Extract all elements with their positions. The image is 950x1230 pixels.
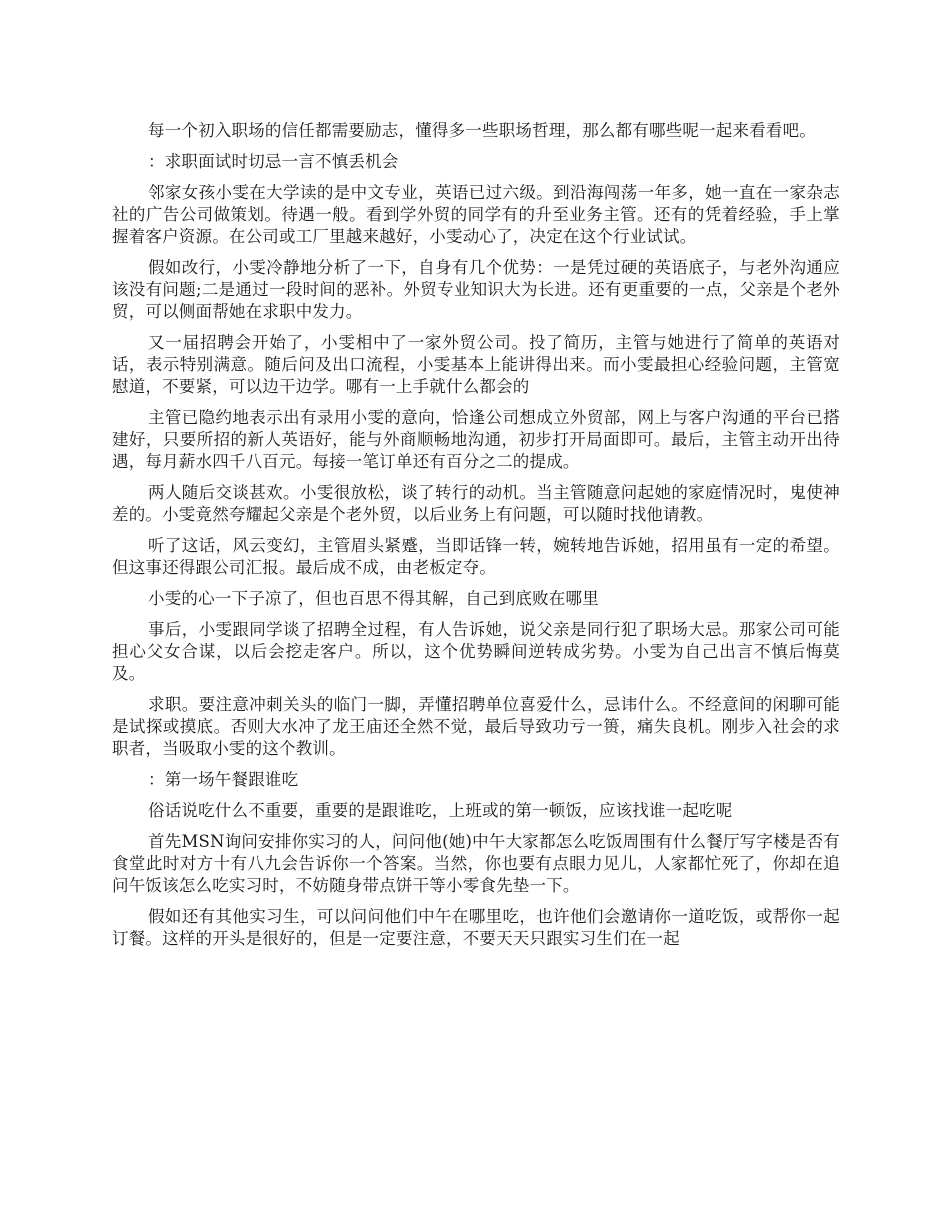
paragraph: 假如还有其他实习生，可以问问他们中午在哪里吃，也许他们会邀请你一道吃饭，或帮你一起订餐。这样的开头是很好的，但是一定要注意，不要天天只跟实习生们在一起 <box>112 907 840 948</box>
paragraph: 听了这话，风云变幻，主管眉头紧蹙，当即话锋一转，婉转地告诉她，招用虽有一定的希望。但这事还得跟公司汇报。最后成不成，由老板定夺。 <box>112 536 840 577</box>
paragraph: 两人随后交谈甚欢。小雯很放松，谈了转行的动机。当主管随意问起她的家庭情况时，鬼使神差的。小雯竟然夸耀起父亲是个老外贸，以后业务上有问题，可以随时找他请教。 <box>112 483 840 524</box>
paragraph: 小雯的心一下子凉了，但也百思不得其解，自己到底败在哪里 <box>148 589 599 608</box>
paragraph: 首先MSN询问安排你实习的人，问问他(她)中午大家都怎么吃饭周围有什么餐厅写字楼是否有食堂此时对方十有八九会告诉你一个答案。当然，你也要有点眼力见儿，人家都忙死了，你却在追问午饭该怎么吃实习时，不妨随身带点饼干等小零食先垫一下。 <box>112 832 840 895</box>
paragraph: 主管已隐约地表示出有录用小雯的意向，恰逢公司想成立外贸部，网上与客户沟通的平台已搭建好，只要所招的新人英语好，能与外商顺畅地沟通，初步打开局面即可。最后，主管主动开出待遇，每月薪水四千八百元。每接一笔订单还有百分之二的提成。 <box>112 408 840 471</box>
paragraph: 邻家女孩小雯在大学读的是中文专业，英语已过六级。到沿海闯荡一年多，她一直在一家杂志社的广告公司做策划。待遇一般。看到学外贸的同学有的升至业务主管。还有的凭着经验，手上掌握着客户资源。在公司或工厂里越来越好，小雯动心了，决定在这个行业试试。 <box>112 183 840 246</box>
paragraph: 俗话说吃什么不重要，重要的是跟谁吃，上班或的第一顿饭，应该找谁一起吃呢 <box>148 801 733 820</box>
paragraph: 事后，小雯跟同学谈了招聘全过程，有人告诉她，说父亲是同行犯了职场大忌。那家公司可能担心父女合谋，以后会挖走客户。所以，这个优势瞬间逆转成劣势。小雯为自己出言不慎后悔莫及。 <box>112 620 840 683</box>
section-heading-interview: ：求职面试时切忌一言不慎丢机会 <box>148 152 399 171</box>
paragraph: 假如改行，小雯冷静地分析了一下，自身有几个优势：一是凭过硬的英语底子，与老外沟通应该没有问题;二是通过一段时间的恶补。外贸专业知识大为长进。还有更重要的一点，父亲是个老外贸，可以侧面帮她在求职中发力。 <box>112 258 840 321</box>
section-heading-lunch: ：第一场午餐跟谁吃 <box>148 770 299 789</box>
intro-paragraph: 每一个初入职场的信任都需要励志，懂得多一些职场哲理，那么都有哪些呢一起来看看吧。 <box>148 121 816 140</box>
paragraph: 又一届招聘会开始了，小雯相中了一家外贸公司。投了简历，主管与她进行了简单的英语对话，表示特别满意。随后问及出口流程，小雯基本上能讲得出来。而小雯最担心经验问题，主管宽慰道，不要紧，可以边干边学。哪有一上手就什么都会的 <box>112 333 840 396</box>
paragraph: 求职。要注意冲刺关头的临门一脚，弄懂招聘单位喜爱什么，忌讳什么。不经意间的闲聊可能是试探或摸底。否则大水冲了龙王庙还全然不觉，最后导致功亏一篑，痛失良机。刚步入社会的求职者，当吸取小雯的这个教训。 <box>112 695 840 758</box>
document-body <box>112 120 840 959</box>
